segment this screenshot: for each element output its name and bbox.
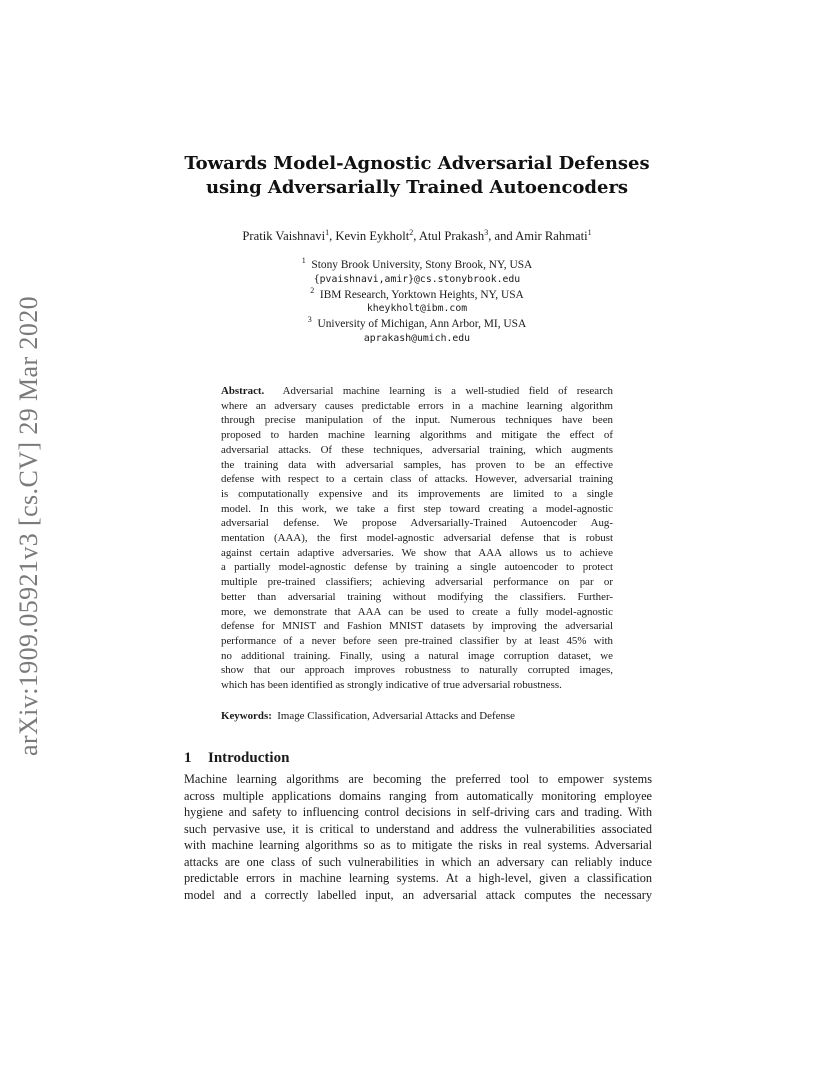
body-line: hygiene and safety to influencing control decisions in self-driving cars and trading. With <box>184 805 652 819</box>
introduction-body <box>184 771 652 903</box>
section-title: Introduction <box>208 750 290 766</box>
body-line: across multiple applications domains ranging from automatically monitoring employee <box>184 788 652 803</box>
section-number: 1 <box>184 750 192 766</box>
abstract-line: which has been identified as strongly indicative of true adversarial robustness. <box>221 679 562 692</box>
abstract-line: through precise manipulation of the input. Numerous techniques have been <box>221 414 613 427</box>
author-separator: , <box>329 229 336 243</box>
body-line: with machine learning algorithms so as to mitigate the risks in real systems. Adversarial <box>184 838 652 852</box>
affiliation-line <box>150 317 684 332</box>
title-line-1: Towards Model-Agnostic Adversarial Defenses <box>184 153 650 174</box>
abstract-line: defense for MNIST and Fashion MNIST datasets by improving the adversarial <box>221 620 613 633</box>
author-name: Kevin Eykholt <box>335 229 410 243</box>
affiliation-email: aprakash@umich.edu <box>363 332 471 344</box>
abstract-line: the training data with adversarial samples, has proven to be an effective <box>221 458 613 471</box>
author-name: Pratik Vaishnavi <box>242 229 326 243</box>
abstract-line-text: Adversarial machine learning is a well-studied field of research <box>282 385 613 397</box>
affiliation-line <box>150 258 684 273</box>
author-affil-mark: 3 <box>484 228 489 237</box>
body-line: attacks are one class of such vulnerabilities in which an adversary can reliably induce <box>184 854 652 869</box>
affiliation-line <box>150 285 684 303</box>
affiliation-number: 3 <box>307 315 312 325</box>
affiliation-number: 2 <box>310 285 315 295</box>
affiliation-email: kheykholt@ibm.com <box>366 303 468 315</box>
affiliation-number: 1 <box>301 256 306 265</box>
affiliation-name: IBM Research, Yorktown Heights, NY, USA <box>319 288 524 301</box>
abstract-line: model. In this work, we take a first step toward creating a model-agnostic <box>221 502 613 515</box>
abstract-line: more, we demonstrate that AAA can be used to create a fully model-agnostic <box>221 605 613 618</box>
title-line-2: using Adversarially Trained Autoencoders <box>205 177 629 198</box>
author-affil-mark: 1 <box>325 228 330 237</box>
author-separator: , <box>413 229 419 243</box>
author-name: Amir Rahmati <box>515 229 588 243</box>
affiliation-name: University of Michigan, Ann Arbor, MI, USA <box>317 318 527 331</box>
body-line: model and a correctly labelled input, an adversarial attack computes the necessary <box>184 887 652 902</box>
abstract-line: better than adversarial training without modifying the classifiers. Further- <box>221 590 613 603</box>
section-heading <box>184 750 289 767</box>
keywords <box>221 710 515 722</box>
abstract-line: mentation (AAA), the first model-agnostic adversarial defense that is robust <box>221 532 613 545</box>
affiliations <box>150 258 684 347</box>
abstract-line: multiple pre-trained classifiers; achieving adversarial performance on par or <box>221 576 613 589</box>
affiliation-name: Stony Brook University, Stony Brook, NY, USA <box>311 259 533 271</box>
abstract-line <box>221 384 613 399</box>
abstract-line: adversarial defense. We propose Adversarially-Trained Autoencoder Aug- <box>221 517 613 530</box>
affiliation-email: {pvaishnavi,amir}@cs.stonybrook.edu <box>313 273 521 285</box>
abstract-line: is computationally expensive and its improvements are limited to a single <box>221 487 613 500</box>
body-line: predictable errors in machine learning systems. At a high-level, given a classification <box>184 871 652 885</box>
abstract-line: where an adversary causes predictable errors in a machine learning algorithm <box>221 399 613 412</box>
body-line: Machine learning algorithms are becoming the preferred tool to empower systems <box>184 772 652 786</box>
author-affil-mark: 1 <box>587 228 592 237</box>
author-affil-mark: 2 <box>409 228 414 237</box>
abstract <box>221 384 613 693</box>
abstract-line: show that our approach improves robustness to naturally corrupted images, <box>221 664 613 677</box>
keywords-label: Keywords: <box>221 710 272 722</box>
abstract-label: Abstract. <box>221 385 265 397</box>
arxiv-identifier-stamp: arXiv:1909.05921v3 [cs.CV] 29 Mar 2020 <box>14 295 43 756</box>
keywords-text: Image Classification, Adversarial Attacks and Defense <box>277 710 515 722</box>
abstract-line: performance of a never before seen pre-trained classifier by at least 45% with <box>221 634 613 647</box>
paper-title <box>150 152 684 200</box>
abstract-line: adversarial attacks. Of these techniques, adversarial training, which augments <box>221 443 613 456</box>
abstract-line: a partially model-agnostic defense by training a single autoencoder to protect <box>221 561 613 574</box>
abstract-line: proposed to harden machine learning algorithms and mitigate the effect of <box>221 429 613 442</box>
author-separator: , and <box>488 229 516 243</box>
abstract-line: no additional training. Finally, using a natural image corruption dataset, we <box>221 649 613 662</box>
abstract-line: against certain adaptive adversaries. We show that AAA allows us to achieve <box>221 546 613 559</box>
author-list <box>150 229 684 244</box>
abstract-line: defense with respect to a certain class of attacks. However, adversarial training <box>221 473 613 486</box>
author-name: Atul Prakash <box>418 229 485 243</box>
body-line: such pervasive use, it is critical to understand and address the vulnerabilities associated <box>184 821 652 836</box>
